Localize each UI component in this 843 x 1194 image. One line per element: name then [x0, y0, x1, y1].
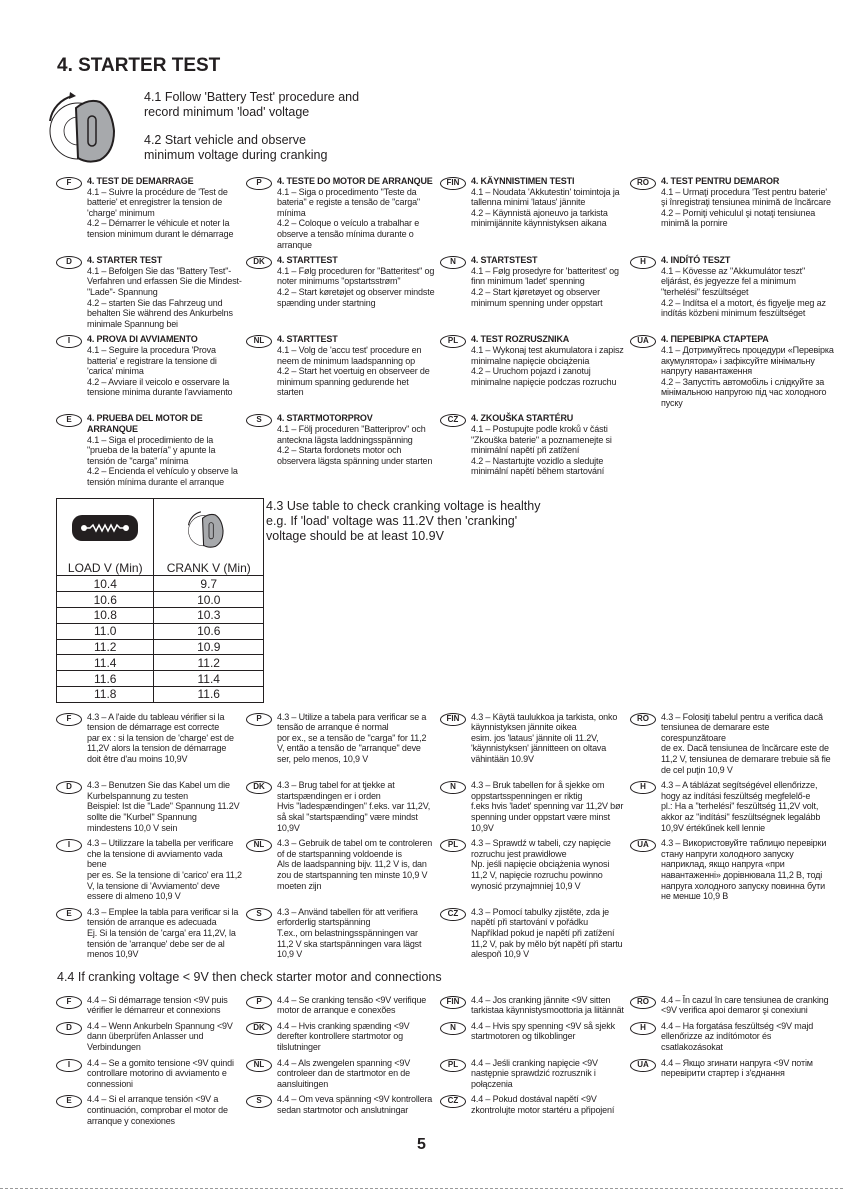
instruction-title: 4. TEST DE DEMARRAGE [87, 176, 194, 186]
language-badge-ua: UA [630, 335, 656, 348]
instruction-text [661, 995, 838, 1016]
instruction-body: 4.1 – Suivre la procédure de 'Test de batterie' et enregistrer la tension de 'charge' minimum 4.2 – Démarrer le véhicule et noter la tension minimum durant le démarrage [87, 186, 234, 239]
instruction-body: 4.3 – Använd tabellen för att verifiera erforderlig startspänning T.ex., om belastningsspänningen var 11,2 V ska startspänningen vara lägst 10,9 V [277, 906, 422, 960]
instruction-i [56, 1058, 246, 1090]
instruction-text [661, 838, 838, 902]
instruction-title: 4. TEST PENTRU DEMAROR [661, 176, 780, 186]
instruction-ua [630, 334, 838, 408]
instruction-body: 4.4 – Se a gomito tensione <9V quindi controllare motorino di avviamento e connessioni [87, 1057, 234, 1089]
load-v-cell: 11.4 [57, 655, 154, 671]
instruction-nl [246, 334, 440, 398]
instruction-title: 4. STARTTEST [277, 255, 338, 266]
language-badge-f: F [56, 713, 82, 726]
section-4-4 [56, 995, 838, 1127]
instruction-title: 4. PROVA DI AVVIAMENTO [87, 334, 198, 345]
instruction-d [56, 780, 246, 833]
language-badge-e: E [56, 414, 82, 427]
instruction-body: 4.1 – Befolgen Sie das "Battery Test"-Verfahren und erfassen Sie die Mindest-"Lade"- Spannung 4.2 – starten Sie das Fahrzeug und behalten Sie während des Ankurbelns minimale Spannung bei [87, 265, 242, 329]
instruction-title: 4. TESTE DO MOTOR DE ARRANQUE [277, 176, 433, 186]
instruction-body: 4.4 – Pokud dostával napětí <9V zkontrolujte motor startéru a připojení [471, 1094, 615, 1116]
page-title: 4. STARTER TEST [57, 55, 221, 76]
instruction-body: 4.4 – Hvis cranking spænding <9V derefter kontrollere startmotor og tilslutninger [277, 1020, 410, 1053]
instruction-s [246, 907, 440, 960]
language-badge-s: S [246, 414, 272, 427]
language-badge-cz: CZ [440, 1095, 466, 1108]
instruction-text [277, 255, 440, 308]
instruction-text [277, 413, 440, 466]
instruction-fin [440, 995, 630, 1016]
instruction-text [471, 780, 630, 833]
instruction-text [277, 780, 440, 833]
instruction-text [471, 907, 630, 960]
instruction-f [56, 176, 246, 240]
table-row [57, 623, 264, 639]
instruction-pl [440, 838, 630, 891]
instruction-fin [440, 176, 630, 229]
instruction-body: 4.1 – Volg de 'accu test' procedure en neem de minimum laadspanning op 4.2 – Start het voertuig en observeer de minimum spanning gedurende het starten [277, 344, 430, 398]
instruction-cz [440, 1094, 630, 1115]
instruction-text [471, 1058, 630, 1090]
instruction-h [630, 1021, 838, 1053]
instruction-text [471, 995, 630, 1016]
instruction-e [56, 413, 246, 487]
instruction-body: 4.3 – Benutzen Sie das Kabel um die Kurbelspannung zu testen Beispiel: Ist die "Lade" Spannung 11.2V sollte die "Kurbel" Spannung mindestens 10,0 V sein [87, 780, 240, 833]
instruction-text [87, 995, 246, 1016]
instruction-text [661, 712, 838, 776]
instruction-ua [630, 1058, 838, 1079]
language-badge-ua: UA [630, 839, 656, 852]
table-row [57, 671, 264, 687]
instruction-body: 4.4 – Se cranking tensão <9V verifique motor de arranque e conexões [277, 994, 427, 1016]
instruction-f [56, 995, 246, 1016]
instruction-body: 4.1 – Följ proceduren "Batteriprov" och anteckna lägsta laddningsspänning 4.2 – Starta fordonets motor och observera lägsta spänning under starten [277, 424, 433, 466]
step-4-2: 4.2 Start vehicle and observe minimum voltage during cranking [144, 133, 328, 162]
instruction-body: 4.1 – Siga o procedimento "Teste da bateria" e registe a tensão de "carga" mínima 4.2 – Coloque o veículo a trabalhar e observe a tensão mínima durante o arranque [277, 186, 420, 250]
instruction-body: 4.3 – Brug tabel for at tjekke at startspændingen er i orden Hvis "ladespændingen" f.eks. var 11,2V, så skal "startspænding" være mindst 10,9V [277, 780, 431, 833]
instruction-f [56, 712, 246, 765]
instruction-text [87, 1094, 246, 1126]
instruction-ro [630, 176, 838, 229]
crank-v-cell: 10.0 [154, 592, 264, 608]
section-4-3 [56, 712, 838, 960]
instruction-body: 4.4 – Ha forgatása feszültség <9V majd ellenőrizze az indítómotor és csatlakozásokat [661, 1020, 814, 1053]
step-4-3: 4.3 Use table to check cranking voltage is healthy e.g. If 'load' voltage was 11.2V then 'cranking' voltage should be at least 10.9V [266, 498, 541, 543]
instruction-title: 4. PRUEBA DEL MOTOR DE ARRANQUE [87, 413, 203, 435]
instruction-title: 4. STARTSTEST [471, 255, 538, 266]
instruction-text [661, 255, 838, 319]
load-v-cell: 11.6 [57, 671, 154, 687]
language-badge-p: P [246, 177, 272, 190]
language-badge-pl: PL [440, 335, 466, 348]
ignition-key-icon [38, 86, 138, 166]
page-border [0, 1188, 843, 1189]
language-badge-dk: DK [246, 1022, 272, 1035]
instruction-nl [246, 838, 440, 891]
instruction-text [87, 1021, 246, 1053]
instruction-body: 4.1 – Kövesse az "Akkumulátor teszt" eljárást, és jegyezze fel a minimum "terhelési" feszültséget 4.2 – Indítsa el a motort, és figyelje meg az indítás közbeni minimum feszültséget [661, 265, 826, 319]
instruction-nl [246, 1058, 440, 1090]
header-load-v: LOAD V (Min) [57, 560, 154, 576]
crank-icon-cell [154, 498, 264, 560]
instruction-body: 4.4 – Om veva spänning <9V kontrollera sedan startmotor och anslutningar [277, 1094, 433, 1116]
instruction-fin [440, 712, 630, 765]
instruction-e [56, 907, 246, 960]
instruction-text [277, 907, 440, 960]
instructions-body [56, 176, 838, 1194]
language-badge-s: S [246, 1095, 272, 1108]
instruction-ro [630, 995, 838, 1016]
load-v-cell: 11.8 [57, 687, 154, 703]
crank-v-cell: 9.7 [154, 576, 264, 592]
instruction-text [277, 334, 440, 398]
instruction-text [87, 334, 246, 398]
header-crank-v: CRANK V (Min) [154, 560, 264, 576]
table-row [57, 687, 264, 703]
instruction-body: 4.4 – Hvis spy spenning <9V så sjekk startmotoren og tilkoblinger [471, 1020, 615, 1042]
language-badge-d: D [56, 781, 82, 794]
instruction-text [87, 1058, 246, 1090]
instruction-s [246, 413, 440, 466]
instruction-body: 4.4 – Als zwengelen spanning <9V controleer dan de startmotor en de aansluitingen [277, 1057, 411, 1089]
instruction-body: 4.3 – Pomocí tabulky zjistěte, zda je napětí při startování v pořádku Například pokud je napětí při zatížení 11,2 V, pak by mělo být napětí při startu alespoň 10,9 V [471, 906, 623, 960]
instruction-body: 4.1 – Дотримуйтесь процедури «Перевірка акумулятора» і зафіксуйте мінімальну напругу навантаження 4.2 – Запустіть автомобіль і слідкуйте за мінімальною напругою під час холодного пуску [661, 344, 834, 408]
instruction-n [440, 1021, 630, 1042]
instruction-ua [630, 838, 838, 902]
instruction-title: 4. INDÍTÓ TESZT [661, 255, 731, 266]
instruction-body: 4.3 – A táblázat segítségével ellenőrizze, hogy az indítási feszültség megfelelő-e pl.: Ha a "terhelési" feszültség 11,2V volt, akkor az "indítási" feszültségnek legalább 10,9V értékűnek kell lennie [661, 780, 821, 833]
instruction-title: 4. KÄYNNISTIMEN TESTI [471, 176, 575, 186]
instruction-text [87, 255, 246, 329]
language-badge-nl: NL [246, 335, 272, 348]
instruction-body: 4.1 – Seguire la procedura 'Prova batteria' e registrare la tensione di 'carica' minima 4.2 – Avviare il veicolo e osservare la tensione minima durante l'avviamento [87, 344, 233, 398]
instruction-body: 4.4 – Jos cranking jännite <9V sitten tarkistaa käynnistysmoottoria ja liitännät [471, 994, 624, 1016]
crank-v-cell: 11.4 [154, 671, 264, 687]
instruction-p [246, 995, 440, 1016]
instruction-text [277, 838, 440, 891]
language-badge-h: H [630, 781, 656, 794]
instruction-text [471, 712, 630, 765]
instruction-h [630, 255, 838, 319]
language-badge-nl: NL [246, 1059, 272, 1072]
instruction-body: 4.1 – Følg proceduren for "Batteritest" og noter minimums "opstartsstrøm" 4.2 – Start køretøjet og observer mindste spænding under startning [277, 265, 435, 308]
instruction-body: 4.1 – Urmaţi procedura 'Test pentru baterie' şi înregistraţi tensiunea minimă de încărcare 4.2 – Porniţi vehiculul şi notaţi tensiunea minimă la pornire [661, 186, 831, 229]
instruction-text [277, 1094, 440, 1115]
instruction-body: 4.3 – A l'aide du tableau vérifier si la tension de démarrage est correcte par ex : si la tension de 'charge' est de 11,2V alors la tension de démarrage doit être d'au moins 10,9V [87, 711, 234, 764]
instruction-text [87, 838, 246, 902]
language-badge-h: H [630, 1022, 656, 1035]
instruction-n [440, 255, 630, 308]
instruction-body: 4.3 – Sprawdź w tabeli, czy napięcie rozruchu jest prawidłowe Np. jeśli napięcie obciążenia wynosi 11,2 V, napięcie rozruchu powinno wynosić przynajmniej 10,9 V [471, 838, 611, 891]
instruction-title: 4. ZKOUŠKA STARTÉRU [471, 413, 574, 424]
instruction-body: 4.4 – Якщо згинати напруга <9V потім перевірити стартер і з'єднання [661, 1057, 813, 1079]
instruction-dk [246, 780, 440, 833]
instruction-text [471, 413, 630, 477]
table-row [57, 576, 264, 592]
instruction-body: 4.1 – Wykonaj test akumulatora i zapisz minimalne napięcie obciążenia 4.2 – Uruchom pojazd i zanotuj minimalne napięcie podczas rozruchu [471, 344, 624, 387]
voltage-table [56, 498, 264, 703]
instruction-text [277, 176, 440, 250]
instruction-cz [440, 907, 630, 960]
language-badge-pl: PL [440, 1059, 466, 1072]
crank-v-cell: 10.6 [154, 623, 264, 639]
instruction-text [277, 1058, 440, 1090]
language-badge-dk: DK [246, 256, 272, 269]
instruction-pl [440, 1058, 630, 1090]
language-badge-cz: CZ [440, 414, 466, 427]
instruction-d [56, 1021, 246, 1053]
language-badge-d: D [56, 256, 82, 269]
load-v-cell: 10.4 [57, 576, 154, 592]
instruction-body: 4.3 – Emplee la tabla para verificar si la tensión de arranque es adecuada Ej. Si la tensión de 'carga' era 11,2V, la tensión de 'arranque' debe ser de al menos 10,9V [87, 906, 239, 960]
instruction-text [471, 334, 630, 387]
instruction-h [630, 780, 838, 833]
instruction-body: 4.3 – Bruk tabellen for å sjekke om oppstartsspenningen er riktig f.eks hvis 'ladet' spenning var 11,2V bør spenning under oppstart være minst 10,9V [471, 780, 624, 833]
language-badge-ro: RO [630, 713, 656, 726]
section-4-1-4-2 [56, 176, 838, 488]
language-badge-h: H [630, 256, 656, 269]
crank-v-cell: 11.2 [154, 655, 264, 671]
instruction-text [661, 334, 838, 408]
instruction-pl [440, 334, 630, 387]
voltage-table-section [56, 498, 838, 712]
instruction-body: 4.3 – Utilize a tabela para verificar se a tensão de arranque é normal por ex., se a tensão de "carga" for 11,2 V, então a tensão de "arranque" deve ser, pelo menos, 10,9 V [277, 711, 427, 764]
table-row [57, 608, 264, 624]
load-v-cell: 11.0 [57, 623, 154, 639]
load-v-cell: 11.2 [57, 639, 154, 655]
instruction-i [56, 334, 246, 398]
language-badge-i: I [56, 335, 82, 348]
instruction-title: 4. STARTTEST [277, 334, 338, 345]
instruction-body: 4.4 – Si el arranque tensión <9V a continuación, comprobar el motor de arranque y conexiones [87, 1094, 228, 1126]
instruction-body: 4.4 – Jeśli cranking napięcie <9V następnie sprawdzić rozrusznik i połączenia [471, 1057, 598, 1089]
instruction-text [87, 907, 246, 960]
instruction-text [471, 838, 630, 891]
language-badge-ro: RO [630, 996, 656, 1009]
table-row [57, 639, 264, 655]
crank-v-cell: 10.9 [154, 639, 264, 655]
crank-v-cell: 10.3 [154, 608, 264, 624]
instruction-s [246, 1094, 440, 1115]
language-badge-ro: RO [630, 177, 656, 190]
instruction-body: 4.4 – Si démarrage tension <9V puis vérifier le démarreur et connexions [87, 994, 228, 1016]
instruction-body: 4.4 – Wenn Ankurbeln Spannung <9V dann überprüfen Anlasser und Verbindungen [87, 1020, 233, 1053]
instruction-cz [440, 413, 630, 477]
instruction-text [87, 176, 246, 240]
instruction-text [661, 176, 838, 229]
load-resistor-icon [70, 513, 140, 543]
instruction-title: 4. TEST ROZRUSZNIKA [471, 334, 570, 345]
instruction-body: 4.3 – Folosiţi tabelul pentru a verifica dacă tensiunea de demarare este corespunzătoare de ex. Dacă tensiunea de încărcare este de 11,2 V, tensiunea de demarare trebuie să fie de cel puţin 10,9 V [661, 711, 831, 775]
table-row [57, 655, 264, 671]
language-badge-e: E [56, 1095, 82, 1108]
instruction-n [440, 780, 630, 833]
language-badge-p: P [246, 996, 272, 1009]
instruction-text [277, 712, 440, 765]
instruction-body: 4.3 – Käytä taulukkoa ja tarkista, onko käynnistyksen jännite oikea esim. jos 'lataus' jännite oli 11.2V, 'käynnistyksen' jännitteen on oltava vähintään 10.9V [471, 711, 618, 764]
language-badge-fin: FIN [440, 713, 466, 726]
instruction-dk [246, 1021, 440, 1053]
language-badge-fin: FIN [440, 996, 466, 1009]
instruction-text [661, 780, 838, 833]
language-badge-e: E [56, 908, 82, 921]
instruction-body: 4.4 – În cazul în care tensiunea de cranking <9V verifica apoi demaror şi conexiuni [661, 994, 829, 1016]
instruction-p [246, 176, 440, 250]
instruction-text [471, 255, 630, 308]
step-4-4: 4.4 If cranking voltage < 9V then check starter motor and connections [57, 969, 442, 984]
language-badge-nl: NL [246, 839, 272, 852]
language-badge-fin: FIN [440, 177, 466, 190]
load-v-cell: 10.6 [57, 592, 154, 608]
language-badge-n: N [440, 256, 466, 269]
instruction-title: 4. STARTER TEST [87, 255, 163, 266]
table-row [57, 592, 264, 608]
instruction-body: 4.1 – Postupujte podle kroků v části "Zkouška baterie" a poznamenejte si minimální napětí při zatížení 4.2 – Nastartujte vozidlo a sledujte minimální napětí během startování [471, 424, 612, 477]
language-badge-i: I [56, 839, 82, 852]
instruction-text [471, 1094, 630, 1115]
instruction-d [56, 255, 246, 329]
instruction-body: 4.1 – Følg prosedyre for 'batteritest' og finn minimum 'ladet' spenning 4.2 – Start kjøretøyet og observer minimum spenning under oppstart [471, 265, 619, 308]
page-number: 5 [417, 1136, 426, 1154]
load-v-cell: 10.8 [57, 608, 154, 624]
language-badge-n: N [440, 1022, 466, 1035]
instruction-dk [246, 255, 440, 308]
language-badge-n: N [440, 781, 466, 794]
instruction-body: 4.3 – Використовуйте таблицю перевірки стану напруги холодного запуску наприклад, якщо напруга «при навантаженні» дорівнювала 11,2 В, тоді напруга холодного запуску повинна бути не менше 10,9 В [661, 838, 827, 902]
instruction-title: 4. ПЕРЕВІРКА СТАРТЕРА [661, 334, 769, 345]
instruction-body: 4.3 – Utilizzare la tabella per verificare che la tensione di avviamento vada bene per es. Se la tensione di 'carico' era 11,2 V, la tensione di 'Avviamento' deve essere di almeno 10,9 V [87, 838, 242, 902]
instruction-ro [630, 712, 838, 776]
instruction-text [471, 1021, 630, 1042]
language-badge-s: S [246, 908, 272, 921]
instruction-body: 4.3 – Gebruik de tabel om te controleren of de startspanning voldoende is Als de laadspanning bijv. 11,2 V is, dan zou de startspanning ten minste 10,9 V moeten zijn [277, 838, 433, 891]
instruction-text [277, 995, 440, 1016]
instruction-i [56, 838, 246, 902]
step-4-1: 4.1 Follow 'Battery Test' procedure and record minimum 'load' voltage [144, 90, 360, 119]
language-badge-p: P [246, 713, 272, 726]
instruction-p [246, 712, 440, 765]
instruction-text [277, 1021, 440, 1053]
instruction-text [87, 712, 246, 765]
instruction-text [87, 780, 246, 833]
language-badge-ua: UA [630, 1059, 656, 1072]
language-badge-pl: PL [440, 839, 466, 852]
ignition-key-icon [182, 503, 236, 553]
crank-v-cell: 11.6 [154, 687, 264, 703]
instruction-text [661, 1058, 838, 1079]
instruction-text [661, 1021, 838, 1053]
instruction-title: 4. STARTMOTORPROV [277, 413, 373, 424]
instruction-text [471, 176, 630, 229]
language-badge-d: D [56, 1022, 82, 1035]
language-badge-cz: CZ [440, 908, 466, 921]
load-icon-cell [57, 498, 154, 560]
instruction-text [87, 413, 246, 487]
language-badge-f: F [56, 996, 82, 1009]
language-badge-dk: DK [246, 781, 272, 794]
instruction-body: 4.1 – Noudata 'Akkutestin' toimintoja ja tallenna minimi 'lataus' jännite 4.2 – Käynnistä ajoneuvo ja tarkista minimijännite käynnistyksen aikana [471, 186, 620, 229]
instruction-e [56, 1094, 246, 1126]
language-badge-f: F [56, 177, 82, 190]
instruction-body: 4.1 – Siga el procedimiento de la "prueba de la batería" y apunte la tensión de "carga" mínima 4.2 – Encienda el vehículo y observe la tensión mínima durante el arranque [87, 434, 238, 488]
language-badge-i: I [56, 1059, 82, 1072]
